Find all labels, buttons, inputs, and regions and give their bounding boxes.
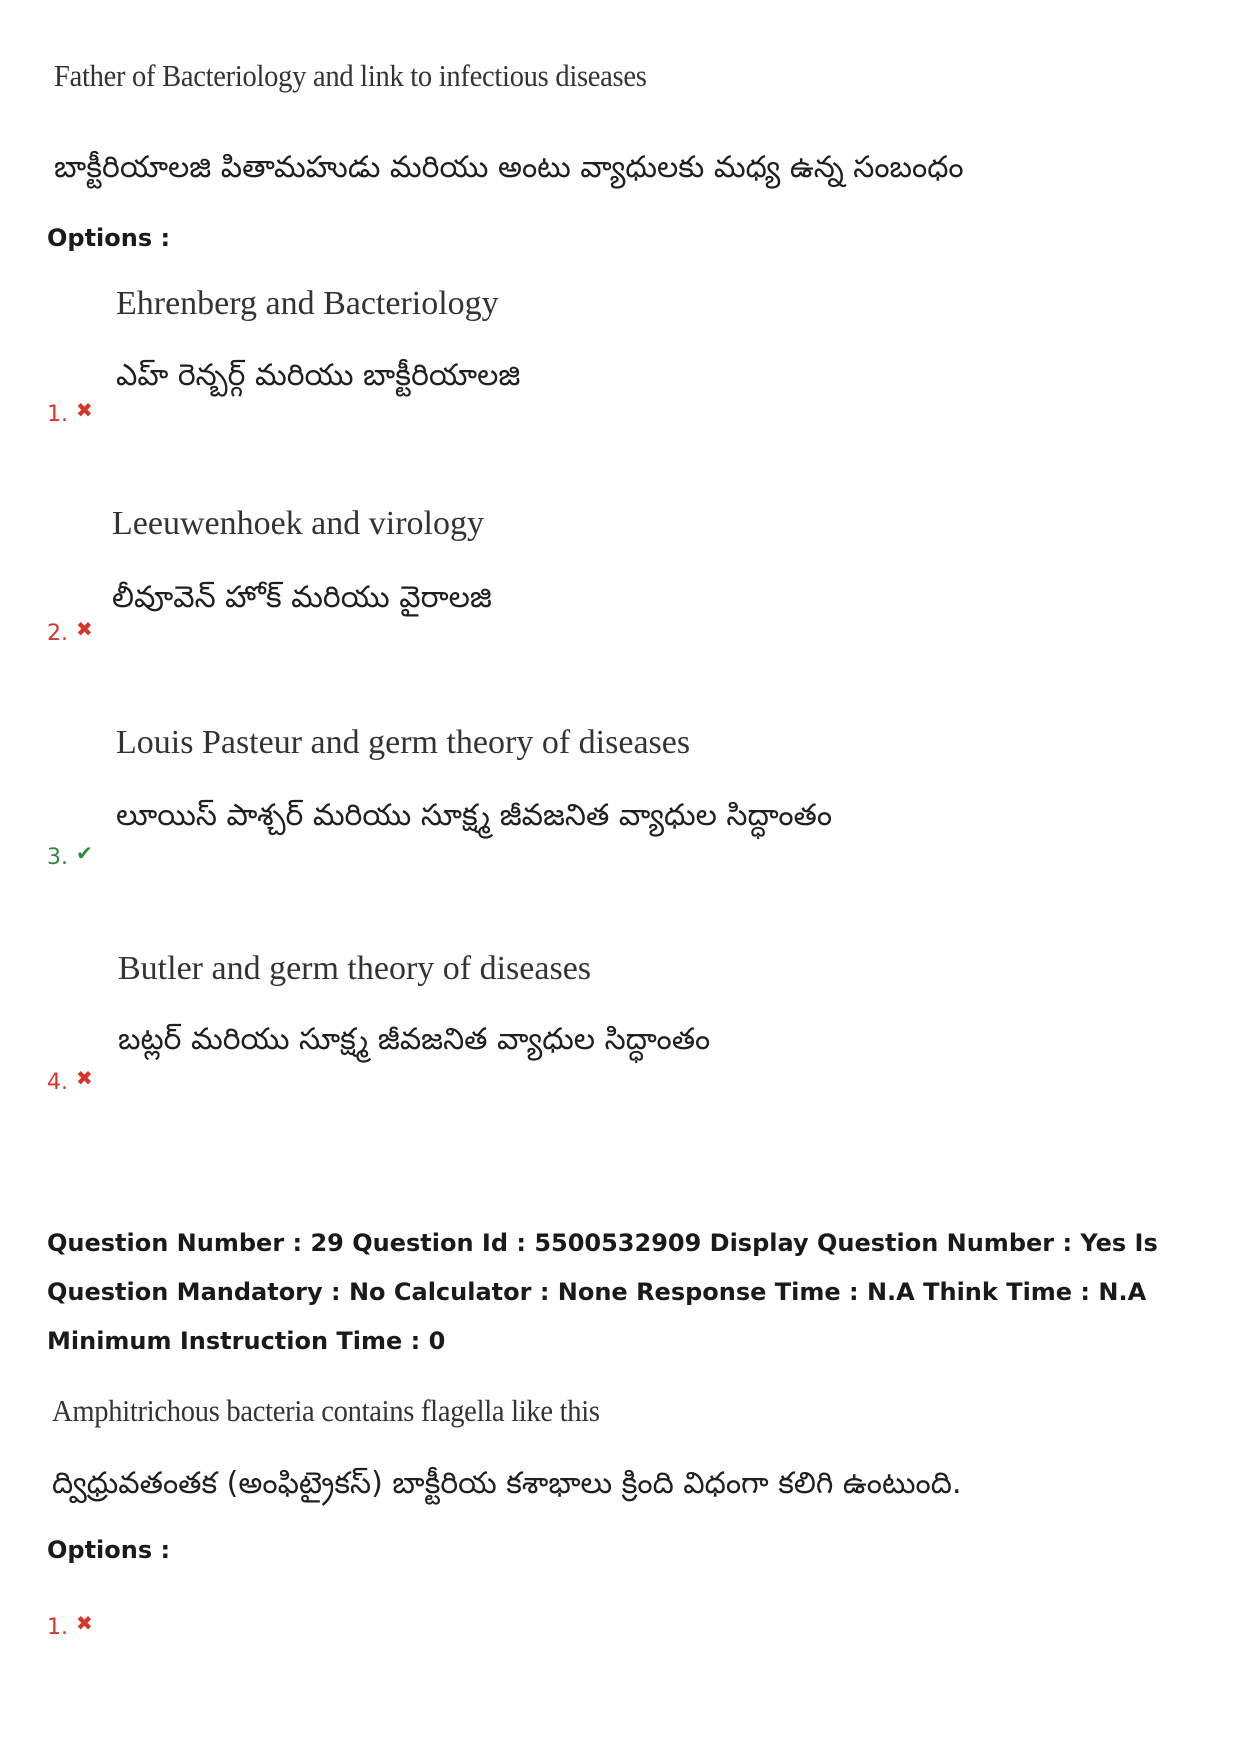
option-4-number-text: 4. xyxy=(47,1070,68,1095)
option-1-number-text: 1. xyxy=(47,402,68,427)
option-3-english: Louis Pasteur and germ theory of diseases xyxy=(116,724,691,761)
question-2-option-1-number-text: 1. xyxy=(47,1615,68,1640)
option-1-english: Ehrenberg and Bacteriology xyxy=(116,285,499,322)
options-label: Options : xyxy=(47,224,171,252)
option-1-telugu: ఎహ్ రెన్బర్గ్ మరియు బాక్టీరియాలజి xyxy=(116,358,521,393)
question-text-english: Father of Bacteriology and link to infectious diseases xyxy=(54,58,647,93)
question-2-option-1-number xyxy=(47,1611,93,1640)
options-label-2: Options : xyxy=(47,1536,171,1564)
question-2-text-english: Amphitrichous bacteria contains flagella like this xyxy=(52,1393,600,1428)
option-3-telugu: లూయిస్ పాశ్చర్ మరియు సూక్ష్మ జీవజనిత వ్యాధుల సిద్ధాంతం xyxy=(116,798,833,833)
option-4-telugu: బట్లర్ మరియు సూక్ష్మ జీవజనిత వ్యాధుల సిద్ధాంతం xyxy=(118,1022,711,1057)
cross-icon: ✖ xyxy=(76,1066,93,1090)
option-3-number xyxy=(47,841,93,870)
check-icon: ✔ xyxy=(76,841,93,865)
option-2-number-text: 2. xyxy=(47,621,68,646)
cross-icon: ✖ xyxy=(76,398,93,422)
option-2-telugu: లీవూవెన్ హోక్ మరియు వైరాలజి xyxy=(112,580,492,615)
cross-icon: ✖ xyxy=(76,617,93,641)
option-2-english: Leeuwenhoek and virology xyxy=(112,505,484,542)
option-3-number-text: 3. xyxy=(47,845,68,870)
option-4-english: Butler and germ theory of diseases xyxy=(118,950,592,987)
question-meta-info: Question Number : 29 Question Id : 5500532909 Display Question Number : Yes Is Question Mandatory : No Calculator : None Response Time : N.A Think Time : N.A Minimum Instruction Time : 0 xyxy=(47,1229,1158,1355)
cross-icon: ✖ xyxy=(76,1611,93,1635)
option-2-number xyxy=(47,617,93,646)
option-1-number xyxy=(47,398,93,427)
option-4-number xyxy=(47,1066,93,1095)
question-2-text-telugu: ద్విధ్రువతంతక (అంఫిట్రైకస్) బాక్టీరియ కశాభాలు క్రింది విధంగా కలిగి ఉంటుంది. xyxy=(52,1466,962,1501)
question-text-telugu: బాక్టీరియాలజి పితామహుడు మరియు అంటు వ్యాధులకు మధ్య ఉన్న సంబంధం xyxy=(54,150,964,185)
